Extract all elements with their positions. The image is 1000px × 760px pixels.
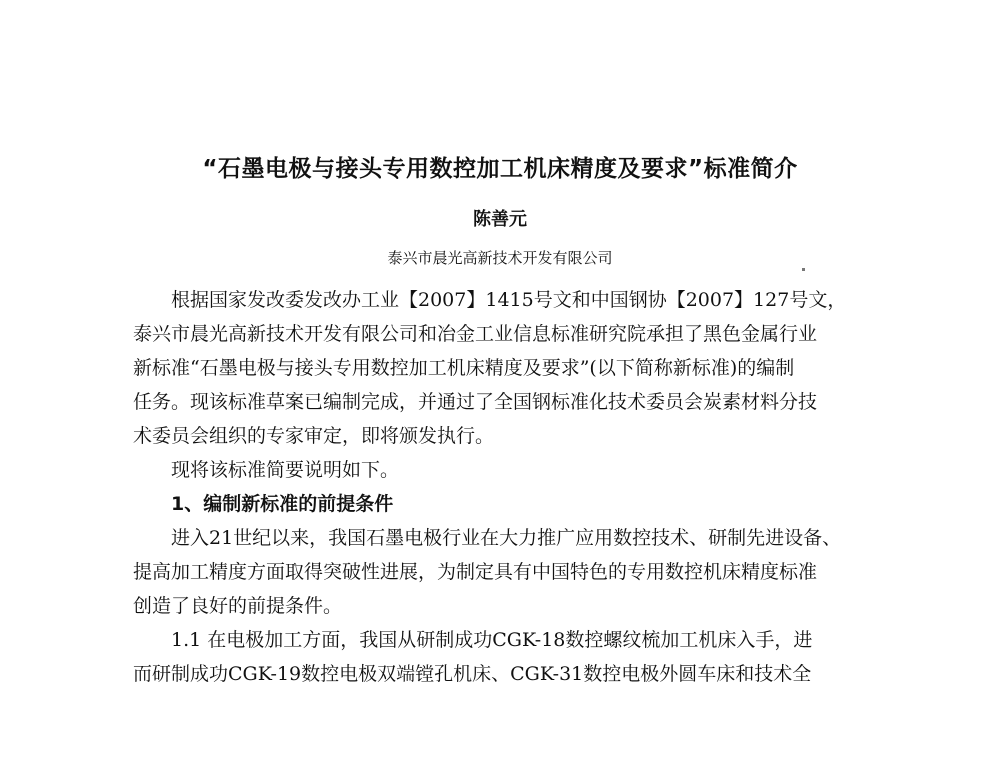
- paragraph-line: 根据国家发改委发改办工业【2007】1415号文和中国钢协【2007】127号文，: [171, 289, 847, 311]
- paragraph-line: 进入21世纪以来，我国石墨电极行业在大力推广应用数控技术、研制先进设备、: [171, 527, 842, 549]
- document-title: “石墨电极与接头专用数控加工机床精度及要求”标准简介: [202, 156, 798, 182]
- section-heading: 1、编制新标准的前提条件: [171, 493, 394, 515]
- paragraph-line: 提高加工精度方面取得突破性进展，为制定具有中国特色的专用数控机床精度标准: [133, 561, 818, 583]
- author-name: 陈善元: [473, 209, 527, 230]
- paragraph-line: 任务。现该标准草案已编制完成，并通过了全国钢标准化技术委员会炭素材料分技: [133, 391, 818, 413]
- paragraph-line: 创造了良好的前提条件。: [133, 595, 343, 617]
- scan-speck: [802, 268, 805, 271]
- paragraph-line: 术委员会组织的专家审定，即将颁发执行。: [133, 425, 495, 447]
- paragraph-line: 1.1 在电极加工方面，我国从研制成功CGK-18数控螺纹梳加工机床入手，进: [171, 629, 813, 651]
- paragraph-line: 泰兴市晨光高新技术开发有限公司和冶金工业信息标准研究院承担了黑色金属行业: [133, 323, 818, 345]
- paragraph-intro: [133, 283, 863, 691]
- paragraph-line: 而研制成功CGK-19数控电极双端镗孔机床、CGK-31数控电极外圆车床和技术全: [133, 663, 812, 685]
- author-affiliation: 泰兴市晨光高新技术开发有限公司: [387, 249, 613, 267]
- paragraph-line: 新标准“石墨电极与接头专用数控加工机床精度及要求”(以下简称新标准)的编制: [133, 357, 795, 379]
- paragraph-summary: 现将该标准简要说明如下。: [171, 459, 400, 481]
